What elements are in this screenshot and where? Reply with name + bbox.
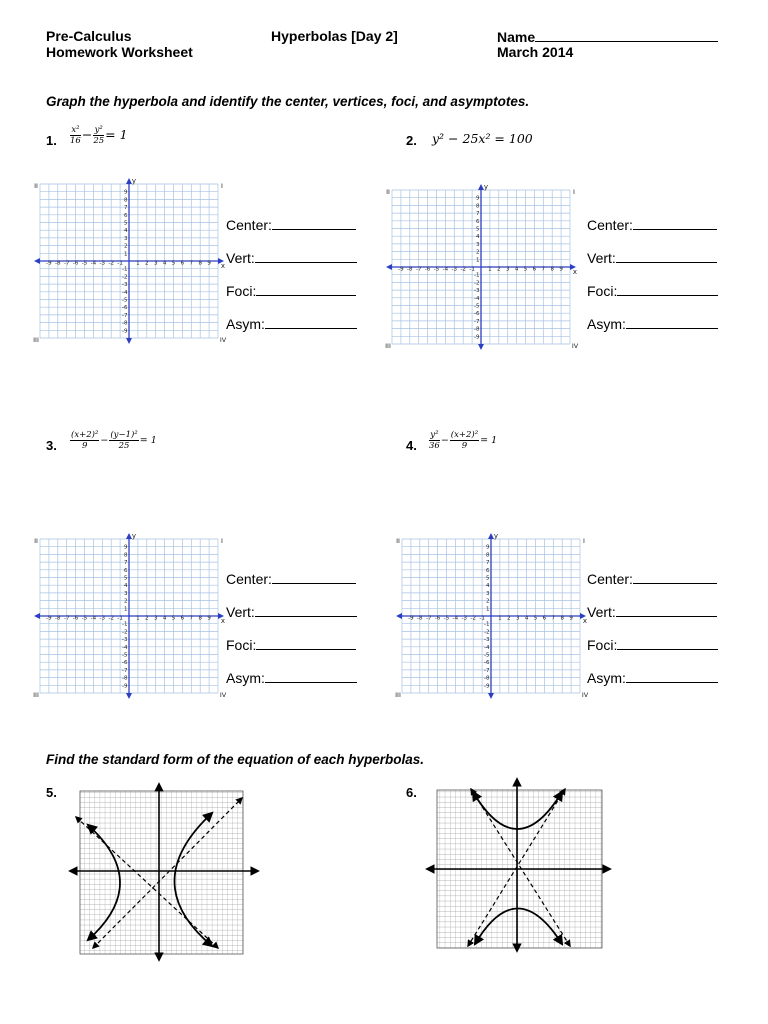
y-tick-label: 7: [124, 205, 128, 212]
y-tick-label: 7: [476, 211, 480, 218]
y-tick-label: -1: [474, 272, 480, 279]
y-tick-label: 5: [486, 575, 490, 582]
asymptotes-field[interactable]: Asym:: [226, 670, 357, 703]
y-tick-label: -5: [474, 303, 480, 310]
course-name: Pre-Calculus: [46, 28, 132, 44]
x-tick-label: -6: [72, 615, 79, 622]
x-tick-label: -9: [46, 615, 52, 622]
x-tick-label: -8: [55, 260, 61, 267]
problem-1-equation: $\frac{\text{x²}}{16}$ − $\frac{\text{y²}}{25}$ = 1: [70, 125, 128, 146]
x-tick-label: 1: [498, 615, 502, 622]
y-tick-label: 1: [486, 606, 490, 613]
problem-5-number: 5.: [46, 785, 57, 800]
x-tick-label: -2: [460, 266, 466, 273]
y-tick-label: 6: [486, 567, 490, 574]
x-tick-label: 9: [207, 260, 211, 267]
y-tick-label: -8: [474, 326, 480, 333]
x-tick-label: 4: [524, 615, 529, 622]
x-tick-label: -6: [434, 615, 441, 622]
x-axis-arrow: [34, 258, 40, 264]
x-tick-label: -3: [99, 615, 106, 622]
y-axis-label: y: [493, 533, 499, 540]
answer-fields-4: [587, 571, 718, 703]
answer-fields-2: [587, 217, 718, 349]
y-tick-label: 8: [486, 552, 490, 559]
y-tick-label: 3: [486, 590, 490, 597]
hyperbola-graph-5: [64, 782, 264, 962]
y-axis-arrow: [126, 693, 132, 699]
name-blank[interactable]: [535, 28, 718, 42]
x-tick-label: -4: [452, 615, 459, 622]
y-tick-label: 2: [476, 249, 480, 256]
x-tick-label: 6: [542, 615, 547, 622]
vertices-field[interactable]: Vert:: [226, 250, 357, 283]
x-tick-label: -4: [90, 260, 97, 267]
x-tick-label: -1: [479, 615, 485, 622]
x-tick-label: 7: [541, 266, 546, 273]
x-tick-label: 7: [189, 615, 194, 622]
vertices-field[interactable]: Vert:: [226, 604, 357, 637]
y-axis-label: y: [131, 178, 137, 185]
y-tick-label: 7: [486, 560, 490, 567]
quadrant-label: III: [395, 691, 401, 699]
quadrant-label: III: [33, 336, 39, 344]
y-tick-label: -3: [122, 637, 128, 644]
foci-field[interactable]: Foci:: [587, 283, 718, 316]
eq-fraction: $\frac{\text{(y−1)²}}{25}$: [110, 430, 138, 451]
y-tick-label: 8: [124, 552, 128, 559]
x-tick-label: 9: [569, 615, 573, 622]
x-tick-label: -5: [433, 266, 440, 273]
y-tick-label: 4: [476, 234, 480, 241]
x-tick-label: 3: [515, 615, 520, 622]
problem-3-equation: $\frac{\text{(x+2)²}}{9}$ − $\frac{\text{(y−1)²}}{25}$ = 1: [71, 430, 157, 451]
y-tick-label: -3: [122, 282, 128, 289]
x-tick-label: -8: [55, 615, 61, 622]
y-tick-label: 6: [124, 567, 128, 574]
x-tick-label: -2: [108, 615, 114, 622]
asymptotes-field[interactable]: Asym:: [587, 670, 718, 703]
x-tick-label: 2: [507, 615, 511, 622]
y-axis-label: y: [131, 533, 137, 540]
y-tick-label: 1: [124, 251, 128, 258]
x-tick-label: -9: [46, 260, 52, 267]
y-tick-label: -2: [122, 629, 128, 636]
eq-fraction: $\frac{\text{(x+2)²}}{9}$: [71, 430, 99, 451]
y-tick-label: -7: [122, 312, 128, 319]
y-tick-label: -4: [474, 295, 480, 302]
x-tick-label: 4: [514, 266, 519, 273]
x-axis-label: x: [220, 262, 226, 270]
y-tick-label: -8: [484, 675, 490, 682]
x-tick-label: 4: [162, 615, 167, 622]
eq-fraction: $\frac{\text{y²}}{36}$: [429, 430, 440, 451]
center-field[interactable]: Center:: [587, 217, 718, 250]
center-field[interactable]: Center:: [587, 571, 718, 604]
y-tick-label: 5: [476, 226, 480, 233]
y-tick-label: -4: [122, 289, 128, 296]
y-tick-label: 6: [476, 218, 480, 225]
y-tick-label: 7: [124, 560, 128, 567]
x-tick-label: -1: [117, 615, 123, 622]
coordinate-grid-2[interactable]: [382, 184, 580, 354]
y-tick-label: 1: [476, 257, 480, 264]
quadrant-label: III: [33, 691, 39, 699]
y-tick-label: -1: [484, 621, 490, 628]
y-axis-label: y: [483, 184, 489, 191]
y-tick-label: 9: [124, 189, 128, 196]
x-tick-label: -5: [81, 615, 88, 622]
center-field[interactable]: Center:: [226, 217, 357, 250]
y-tick-label: -2: [474, 280, 480, 287]
x-tick-label: 7: [189, 260, 194, 267]
x-axis-label: x: [582, 617, 588, 625]
y-tick-label: -1: [122, 621, 128, 628]
x-tick-label: 8: [198, 260, 202, 267]
problem-3-number: 3.: [46, 438, 57, 453]
x-tick-label: -4: [442, 266, 449, 273]
worksheet-topic: Hyperbolas [Day 2]: [271, 28, 398, 44]
y-tick-label: -3: [484, 637, 490, 644]
y-tick-label: -8: [122, 320, 128, 327]
y-tick-label: -6: [484, 660, 490, 667]
x-tick-label: 9: [559, 266, 563, 273]
x-tick-label: 3: [153, 615, 158, 622]
y-tick-label: 2: [124, 243, 128, 250]
coordinate-grid-1[interactable]: [30, 178, 228, 348]
y-tick-label: -9: [122, 683, 128, 690]
x-tick-label: 8: [198, 615, 202, 622]
y-tick-label: 3: [124, 590, 128, 597]
x-tick-label: -6: [72, 260, 79, 267]
hyperbola-graph-6: [424, 776, 612, 954]
x-tick-label: -9: [398, 266, 404, 273]
answer-fields-3: [226, 571, 357, 703]
y-tick-label: 2: [124, 598, 128, 605]
vertices-field[interactable]: Vert:: [587, 250, 718, 283]
x-tick-label: 2: [145, 615, 149, 622]
y-tick-label: 9: [476, 195, 480, 202]
y-tick-label: -5: [122, 297, 128, 304]
y-tick-label: -4: [122, 644, 128, 651]
y-tick-label: -2: [122, 274, 128, 281]
y-tick-label: -1: [122, 266, 128, 273]
x-tick-label: -3: [99, 260, 106, 267]
coordinate-grid-4[interactable]: [392, 533, 590, 703]
quadrant-label: III: [385, 342, 391, 350]
y-tick-label: 6: [124, 212, 128, 219]
x-tick-label: 2: [145, 260, 149, 267]
x-tick-label: 1: [488, 266, 492, 273]
name-label: Name: [497, 29, 536, 45]
quadrant-label: IV: [219, 336, 227, 344]
x-tick-label: -3: [461, 615, 468, 622]
graph-grid: [80, 791, 243, 954]
y-tick-label: -6: [122, 305, 128, 312]
x-tick-label: -6: [424, 266, 431, 273]
y-tick-label: -7: [484, 667, 490, 674]
y-tick-label: -5: [122, 652, 128, 659]
quadrant-label: IV: [571, 342, 579, 350]
x-tick-label: -2: [108, 260, 114, 267]
y-tick-label: 3: [124, 235, 128, 242]
x-tick-label: 5: [533, 615, 538, 622]
x-tick-label: 6: [180, 615, 185, 622]
x-tick-label: 8: [550, 266, 554, 273]
y-tick-label: 9: [124, 544, 128, 551]
x-tick-label: 5: [523, 266, 528, 273]
x-tick-label: -1: [469, 266, 475, 273]
x-tick-label: -7: [415, 266, 422, 273]
x-tick-label: 7: [551, 615, 556, 622]
eq-fraction: $\frac{\text{y²}}{25}$: [93, 125, 105, 146]
x-tick-label: -7: [63, 260, 70, 267]
problem-4-equation: $\frac{\text{y²}}{36}$ − $\frac{\text{(x+2)²}}{9}$ = 1: [429, 430, 498, 451]
x-axis-label: x: [572, 268, 578, 276]
y-tick-label: -9: [474, 334, 480, 341]
x-tick-label: -9: [408, 615, 414, 622]
y-tick-label: 2: [486, 598, 490, 605]
x-tick-label: -8: [417, 615, 423, 622]
y-tick-label: 1: [124, 606, 128, 613]
y-tick-label: -7: [122, 667, 128, 674]
quadrant-label: II: [34, 537, 38, 545]
y-tick-label: -2: [484, 629, 490, 636]
x-tick-label: -8: [407, 266, 413, 273]
answer-fields-1: [226, 217, 357, 349]
x-tick-label: 6: [532, 266, 537, 273]
x-tick-label: -5: [81, 260, 88, 267]
y-tick-label: -6: [474, 311, 480, 318]
problem-2-equation: y² − 25x² = 100: [432, 131, 533, 146]
x-tick-label: 4: [162, 260, 167, 267]
y-tick-label: -7: [474, 318, 480, 325]
asymptotes-field[interactable]: Asym:: [226, 316, 357, 349]
foci-field[interactable]: Foci:: [226, 637, 357, 670]
x-tick-label: 1: [136, 260, 140, 267]
x-tick-label: 5: [171, 260, 176, 267]
x-tick-label: 3: [153, 260, 158, 267]
y-tick-label: -5: [484, 652, 490, 659]
x-axis-arrow: [396, 613, 402, 619]
quadrant-label: I: [573, 188, 575, 196]
x-axis-arrow: [34, 613, 40, 619]
x-tick-label: -3: [451, 266, 458, 273]
quadrant-label: IV: [219, 691, 227, 699]
x-tick-label: 5: [171, 615, 176, 622]
problem-2-number: 2.: [406, 133, 417, 148]
y-tick-label: 8: [124, 197, 128, 204]
eq-fraction: $\frac{\text{(x+2)²}}{9}$: [450, 430, 479, 451]
center-field[interactable]: Center:: [226, 571, 357, 604]
x-tick-label: -5: [443, 615, 450, 622]
quadrant-label: II: [396, 537, 400, 545]
y-tick-label: -9: [484, 683, 490, 690]
problem-6-number: 6.: [406, 785, 417, 800]
x-tick-label: 1: [136, 615, 140, 622]
vertices-field[interactable]: Vert:: [587, 604, 718, 637]
x-tick-label: 6: [180, 260, 185, 267]
y-axis-arrow: [126, 338, 132, 344]
y-tick-label: -9: [122, 328, 128, 335]
x-tick-label: -2: [470, 615, 476, 622]
coordinate-grid-3[interactable]: [30, 533, 228, 703]
x-tick-label: 3: [505, 266, 510, 273]
y-tick-label: -4: [484, 644, 490, 651]
x-tick-label: 8: [560, 615, 564, 622]
worksheet-date: March 2014: [497, 44, 574, 60]
y-tick-label: -3: [474, 288, 480, 295]
y-tick-label: 3: [476, 241, 480, 248]
y-tick-label: 5: [124, 575, 128, 582]
y-tick-label: 4: [124, 583, 128, 590]
section1-instructions: Graph the hyperbola and identify the center, vertices, foci, and asymptotes.: [46, 94, 530, 109]
x-tick-label: -4: [90, 615, 97, 622]
quadrant-label: II: [34, 182, 38, 190]
x-tick-label: -7: [425, 615, 432, 622]
foci-field[interactable]: Foci:: [587, 637, 718, 670]
problem-1-number: 1.: [46, 133, 57, 148]
worksheet-type: Homework Worksheet: [46, 44, 193, 60]
x-axis-label: x: [220, 617, 226, 625]
section2-instructions: Find the standard form of the equation of each hyperbolas.: [46, 752, 425, 767]
foci-field[interactable]: Foci:: [226, 283, 357, 316]
eq-fraction: $\frac{\text{x²}}{16}$: [70, 125, 81, 146]
y-axis-arrow: [478, 344, 484, 350]
y-tick-label: -6: [122, 660, 128, 667]
y-tick-label: 4: [486, 583, 490, 590]
quadrant-label: I: [221, 182, 223, 190]
y-axis-arrow: [488, 693, 494, 699]
problem-4-number: 4.: [406, 438, 417, 453]
y-tick-label: 4: [124, 228, 128, 235]
x-tick-label: 9: [207, 615, 211, 622]
y-tick-label: -8: [122, 675, 128, 682]
asymptotes-field[interactable]: Asym:: [587, 316, 718, 349]
y-tick-label: 5: [124, 220, 128, 227]
quadrant-label: I: [221, 537, 223, 545]
y-tick-label: 9: [486, 544, 490, 551]
quadrant-label: IV: [581, 691, 589, 699]
quadrant-label: II: [386, 188, 390, 196]
x-axis-arrow: [386, 264, 392, 270]
name-line: [497, 28, 718, 45]
x-tick-label: -1: [117, 260, 123, 267]
y-tick-label: 8: [476, 203, 480, 210]
x-tick-label: -7: [63, 615, 70, 622]
quadrant-label: I: [583, 537, 585, 545]
x-tick-label: 2: [497, 266, 501, 273]
